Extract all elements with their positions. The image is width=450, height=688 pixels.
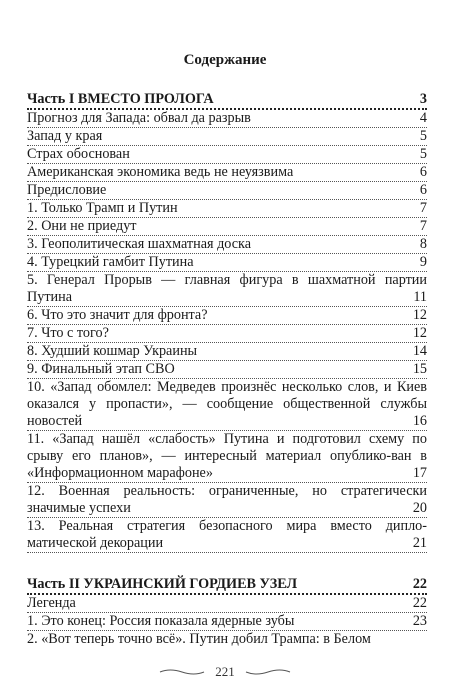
toc-page-number: 7	[419, 200, 427, 216]
toc-page-number: 6	[419, 182, 427, 198]
toc-entry-title: Американская экономика ведь не неуязвима	[27, 164, 294, 180]
toc-page-number: 8	[419, 236, 427, 252]
toc-entry	[27, 483, 427, 518]
toc-entry	[27, 182, 427, 200]
toc-entry	[27, 343, 427, 361]
toc-page-number: 3	[419, 91, 427, 107]
toc-page-number: 6	[419, 164, 427, 180]
toc-entry	[27, 164, 427, 182]
toc-entry-title: Страх обоснован	[27, 146, 130, 162]
toc-entry-title: 5. Генерал Прорыв — главная фигура в шахматной партии Путина	[27, 272, 427, 305]
toc-entry	[27, 631, 427, 648]
toc-entry	[27, 431, 427, 483]
toc-page-number: 22	[412, 595, 427, 611]
toc-entry-title: Прогноз для Запада: обвал да разрыв	[27, 110, 251, 126]
toc-entry-title: 2. «Вот теперь точно всё». Путин добил Трампа: в Белом	[27, 631, 371, 647]
toc-entry-title: 12. Военная реальность: ограниченные, но стратегически значимые успехи	[27, 483, 427, 516]
toc-page-number: 17	[412, 465, 427, 481]
toc-entry-title: 8. Худший кошмар Украины	[27, 343, 198, 359]
toc-entry-title: 1. Только Трамп и Путин	[27, 200, 178, 216]
toc-entry	[27, 146, 427, 164]
toc-entry-title: 1. Это конец: Россия показала ядерные зубы	[27, 613, 295, 629]
ornament-icon	[158, 668, 206, 676]
toc-entry-title: 6. Что это значит для фронта?	[27, 307, 208, 323]
toc-page-number: 14	[412, 343, 427, 359]
toc-entry	[27, 254, 427, 272]
toc-page-number: 20	[412, 500, 427, 516]
toc-page-number: 16	[412, 413, 427, 429]
toc-entry-title: 9. Финальный этап СВО	[27, 361, 175, 377]
page-footer	[0, 663, 450, 680]
toc-entry-title: Запад у края	[27, 128, 103, 144]
toc-page-number: 22	[412, 576, 427, 592]
toc-entry	[27, 128, 427, 146]
toc-page-number: 7	[419, 218, 427, 234]
toc-page-number: 21	[412, 535, 427, 551]
toc-page-number: 15	[412, 361, 427, 377]
toc-page-number: 5	[419, 128, 427, 144]
toc-entry-title: 2. Они не приедут	[27, 218, 137, 234]
page-title: Содержание	[183, 52, 267, 68]
toc-entry-title: 11. «Запад нашёл «слабость» Путина и подготовил схему по срыву его планов», — интересный материал опублико-ван в «Информационном марафоне»	[27, 431, 427, 481]
toc-page-number: 23	[412, 613, 427, 629]
toc-part-heading	[27, 576, 427, 595]
toc-part-2	[27, 576, 427, 648]
ornament-icon	[244, 668, 292, 676]
toc-entry	[27, 218, 427, 236]
toc-entry	[27, 200, 427, 218]
toc-part-title: Часть II УКРАИНСКИЙ ГОРДИЕВ УЗЕЛ	[27, 576, 298, 592]
toc-entry	[27, 613, 427, 631]
toc-entry	[27, 595, 427, 613]
toc-page-number: 9	[419, 254, 427, 270]
toc-entry	[27, 518, 427, 553]
toc-entry	[27, 361, 427, 379]
toc-entry-title: 13. Реальная стратегия безопасного мира вместо дипло-матической декорации	[27, 518, 427, 551]
toc-entry	[27, 379, 427, 431]
toc-page-number: 12	[412, 307, 427, 323]
toc-part-1	[27, 91, 427, 553]
toc-entry	[27, 325, 427, 343]
toc-entry-title: Легенда	[27, 595, 76, 611]
toc-entry-title: 3. Геополитическая шахматная доска	[27, 236, 252, 252]
toc-entry-title: 7. Что с того?	[27, 325, 109, 341]
toc-entry-title: 10. «Запад обомлел: Медведев произнёс несколько слов, и Киев оказался у пропасти», — сообщение общественной службы новостей	[27, 379, 427, 429]
page-number: 221	[215, 664, 235, 680]
toc-entry	[27, 307, 427, 325]
toc-entry-title: 4. Турецкий гамбит Путина	[27, 254, 194, 270]
toc-entry-title: Предисловие	[27, 182, 107, 198]
toc-part-title: Часть I ВМЕСТО ПРОЛОГА	[27, 91, 214, 107]
toc-entry	[27, 272, 427, 307]
toc-entry	[27, 110, 427, 128]
toc-part-heading	[27, 91, 427, 110]
toc-page-number: 5	[419, 146, 427, 162]
toc-page-number: 12	[412, 325, 427, 341]
toc-page-number: 4	[419, 110, 427, 126]
toc-page-number: 11	[413, 289, 427, 305]
toc-entry	[27, 236, 427, 254]
